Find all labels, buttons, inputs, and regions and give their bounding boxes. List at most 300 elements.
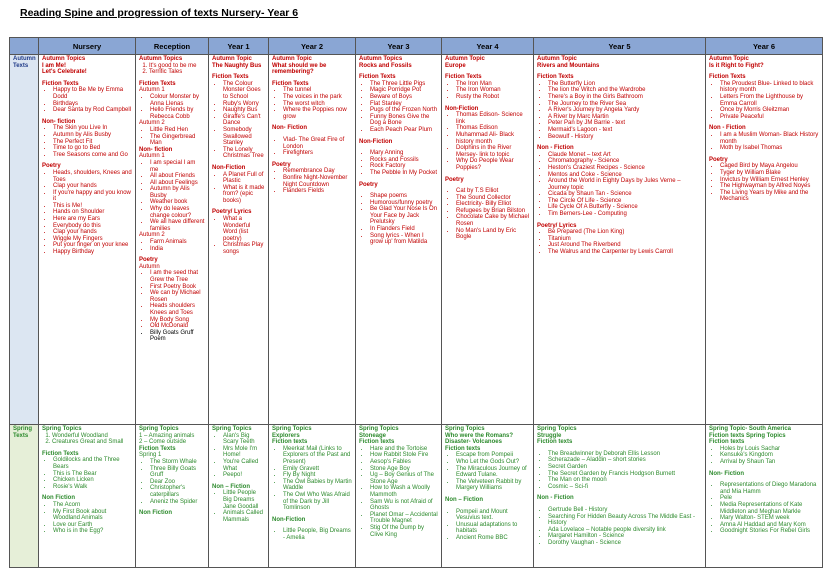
- text-list-item: • Flanders Fields: [283, 188, 352, 195]
- section-heading: Poetry: [272, 161, 291, 168]
- spring-row-label: Spring Texts: [10, 425, 39, 568]
- text-list: [537, 507, 702, 547]
- column-header-year-4: Year 4: [442, 38, 534, 55]
- section-heading: Struggle: [537, 432, 562, 439]
- text-list: [139, 239, 205, 252]
- section-heading: Fiction Texts: [42, 80, 79, 87]
- section-heading: Poetry: [42, 163, 61, 170]
- text-list: [212, 81, 265, 160]
- text-list-item: • The Proudest Blue- Linked to black history month: [720, 81, 819, 94]
- section-heading: Rivers and Mountains: [537, 62, 600, 69]
- section-heading: Non-Fiction: [212, 164, 246, 171]
- section-heading: Non - Fiction: [537, 495, 574, 502]
- column-header-year-1: Year 1: [209, 38, 269, 55]
- section-heading: Fiction Texts: [272, 80, 309, 87]
- spring-cell-year-2: [269, 425, 356, 568]
- text-list-item: • Wiggle My Fingers: [53, 236, 132, 243]
- text-list: [445, 112, 530, 171]
- text-list-item: • Dolphins in the River Mersey- link to topic: [456, 145, 530, 158]
- text-list-item: • Animals Called Mammals: [223, 510, 265, 523]
- section-heading: Fiction texts: [537, 439, 573, 446]
- term-label: 1 – Amazing animals: [139, 432, 195, 439]
- column-header-year-2: Year 2: [269, 38, 356, 55]
- text-list-item: • Bonfire Night-November Night Countdown: [283, 175, 352, 188]
- text-list-item: • In Flanders Field: [370, 226, 438, 233]
- text-list: [272, 137, 352, 157]
- autumn-cell-year-1: [209, 55, 269, 425]
- text-list-item: • The Skin you Live In: [53, 125, 132, 132]
- text-list-item: • Each Peach Pear Plum: [370, 127, 438, 134]
- text-list-item: • Hare and the Tortoise: [370, 446, 438, 453]
- text-list-item: • Funny Bones Give the Dog a Bone: [370, 114, 438, 127]
- text-list-item: • Magic Porridge Pot: [370, 87, 438, 94]
- term-label: Autumn: [139, 263, 160, 270]
- section-heading: The Naughty Bus: [212, 62, 262, 69]
- text-list: [42, 457, 132, 490]
- text-list-item: • Everybody do this: [53, 223, 132, 230]
- term-label: 2 – Come outside: [139, 439, 187, 446]
- text-list-item: • Letters From the Lighthouse by Emma Carroll: [720, 94, 819, 107]
- section-heading: Autumn Topic: [445, 56, 485, 62]
- text-list-item: • Tyger by William Blake: [720, 170, 819, 177]
- text-list: [42, 170, 132, 256]
- section-heading: Non-Fiction: [272, 516, 306, 523]
- text-list-item: • Arrival by Shaun Tan: [720, 459, 819, 466]
- text-list: [537, 81, 702, 140]
- autumn-cell-reception: [136, 55, 209, 425]
- text-list-item: • Goodnight Stories For Rebel Girls: [720, 528, 819, 535]
- section-heading: Non – Fiction: [445, 496, 483, 503]
- text-list-item: • The Acorn: [53, 502, 132, 509]
- section-heading: Spring Topic- South America: [709, 426, 792, 432]
- text-list-item: • Why do leaves change colour?: [150, 206, 205, 219]
- text-list-item: • The Gingerbread Man: [150, 134, 205, 147]
- text-list-item: • Be Prepared (The Lion King): [548, 229, 702, 236]
- text-list-item: • My First Book about Woodland Animals: [53, 509, 132, 522]
- term-label: Autumn 2: [139, 120, 165, 127]
- text-list-item: • Clap your hands: [53, 183, 132, 190]
- text-list-item: • Margaret Hamilton - Science: [548, 533, 702, 540]
- autumn-cell-year-2: [269, 55, 356, 425]
- section-heading: Spring Topics: [139, 426, 179, 432]
- text-list-item: • Emily Gravett: [283, 466, 352, 473]
- text-list-item: • Chocolate Cake by Michael Rosen: [456, 214, 530, 227]
- text-list-item: • The Iron Woman: [456, 87, 530, 94]
- section-heading: Fiction texts Spring Topics: [709, 432, 786, 439]
- section-heading: Spring Topics: [42, 426, 82, 432]
- text-list-item: • Three Billy Goats Gruff: [150, 466, 205, 479]
- text-list-item: • Representations of Diego Maradona and Mia Hamm: [720, 482, 819, 495]
- text-list-item: • India: [150, 246, 205, 253]
- text-list-item: • Love our Earth: [53, 522, 132, 529]
- text-list-item: • Little People Big Dreams Jane Goodall: [223, 490, 265, 510]
- spring-cell-nursery: [39, 425, 136, 568]
- text-list-item: • Thomas Edison- Science link: [456, 112, 530, 125]
- text-list-item: 2. Creatures Great and Small: [52, 439, 132, 446]
- text-list-item: • I am a Muslim Woman- Black History month: [720, 132, 819, 145]
- text-list-item: • What is it made from? (epic books): [223, 185, 265, 205]
- column-header-year-5: Year 5: [534, 38, 706, 55]
- spring-cell-year-5: [534, 425, 706, 568]
- reading-spine-table: [9, 37, 823, 568]
- section-heading: Europe: [445, 62, 466, 69]
- text-list-item: • You're Called What: [223, 459, 265, 472]
- term-label: Spring 1: [139, 452, 162, 459]
- text-list-item: • Kensuke's Kingdom: [720, 452, 819, 459]
- text-list-item: • I am special I am me: [150, 160, 205, 173]
- section-heading: Poetry: [139, 257, 158, 264]
- section-heading: Fiction Texts: [359, 74, 396, 81]
- text-list-item: • Gertrude Bell - History: [548, 507, 702, 514]
- text-list: [359, 446, 438, 538]
- text-list-item: • Time to go to Bed: [53, 145, 132, 152]
- text-list: [42, 87, 132, 113]
- text-list-item: • Ada Lovelace – Notable people diversity link: [548, 527, 702, 534]
- text-list-item: • We can by Michael Rosen: [150, 290, 205, 303]
- text-list-item: • The worst witch: [283, 101, 352, 108]
- autumn-cell-nursery: [39, 55, 136, 425]
- autumn-cell-year-4: [442, 55, 534, 425]
- text-list-item: • Peepo!: [223, 472, 265, 479]
- autumn-cell-year-3: [356, 55, 442, 425]
- text-list-item: • The Storm Whale: [150, 459, 205, 466]
- text-list-item: • Around the World in Eighty Days by Jules Verne – Journey topic: [548, 178, 702, 191]
- text-list-item: • Birthdays: [53, 101, 132, 108]
- section-heading: Non - Fiction: [709, 125, 746, 132]
- text-list: [272, 446, 352, 512]
- text-list-item: • Rocks and Fossils: [370, 157, 438, 164]
- text-list-item: • Autumn by Alis Busby: [53, 132, 132, 139]
- text-list-item: • Giraffe's Can't Dance: [223, 114, 265, 127]
- text-list-item: • Private Peaceful: [720, 114, 819, 121]
- section-heading: Non- fiction: [139, 146, 173, 153]
- autumn-row: [10, 55, 823, 425]
- section-heading: Fiction texts: [272, 439, 308, 446]
- text-list-item: • Aneniz the Spider: [150, 499, 205, 506]
- text-list-item: • Colour Monster by Anna Llenas: [150, 94, 205, 107]
- text-list-item: • We all have different families: [150, 219, 205, 232]
- text-list-item: • Mary Anning: [370, 150, 438, 157]
- text-list-item: • How to Wash a Woolly Mammoth: [370, 485, 438, 498]
- text-list-item: • Beware of Boys: [370, 94, 438, 101]
- text-list-item: • Christmas Play songs: [223, 242, 265, 255]
- text-list-item: • The Highwayman by Alfred Noyes: [720, 183, 819, 190]
- section-heading: Fiction Texts: [139, 445, 176, 452]
- text-list-item: • Clap your hands: [53, 229, 132, 236]
- spring-cell-year-4: [442, 425, 534, 568]
- text-list-item: • Vlad- The Great Fire of London: [283, 137, 352, 150]
- text-list-item: • Who is in the Egg?: [53, 528, 132, 535]
- text-list-item: • Flat Stanley: [370, 101, 438, 108]
- text-list-item: • The Velveteen Rabbit by Margery Williams: [456, 479, 530, 492]
- text-list-item: • Media Representations of Kate Middleton and Meghan Markle: [720, 502, 819, 515]
- text-list-item: • Holes by Louis Sachar: [720, 446, 819, 453]
- text-list-item: • Tree Seasons come and Go: [53, 152, 132, 159]
- text-list-item: • Happy Birthday: [53, 249, 132, 256]
- text-list-item: • Humorous/funny poetry: [370, 200, 438, 207]
- section-heading: Rocks and Fossils: [359, 62, 412, 69]
- text-list-item: • Dorothy Vaughan - Science: [548, 540, 702, 547]
- text-list-item: • Mary Walton- STEM week: [720, 515, 819, 522]
- text-list-item: • No Man's Land by Eric Bogle: [456, 228, 530, 241]
- text-list: [212, 172, 265, 205]
- section-heading: Fiction Texts: [42, 450, 79, 457]
- text-list: [212, 490, 265, 523]
- text-list-item: • Muhammad Ali- Black history month: [456, 132, 530, 145]
- column-header-year-3: Year 3: [356, 38, 442, 55]
- text-list-item: • The voices in the park: [283, 94, 352, 101]
- section-heading: Non-Fiction: [359, 138, 393, 145]
- text-list: [359, 81, 438, 134]
- text-list: [42, 125, 132, 158]
- text-list-item: • What a Wonderful Word (list poetry): [223, 216, 265, 242]
- text-list: [139, 63, 205, 76]
- section-heading: Poetry: [359, 181, 378, 188]
- text-list-item: • Planet Omar – Accidental Trouble Magnet: [370, 512, 438, 525]
- section-heading: What should we be remembering?: [272, 62, 327, 76]
- text-list-item: • Amna Al Haddad and Mary Kom: [720, 522, 819, 529]
- text-list-item: • Caged Bird by Maya Angelou: [720, 163, 819, 170]
- text-list-item: • Refugees by Brian Bilston: [456, 208, 530, 215]
- text-list-item: • Goldilocks and the Three Bears: [53, 457, 132, 470]
- term-label: Autumn 1: [139, 153, 165, 160]
- text-list-item: • The Iron Man: [456, 81, 530, 88]
- section-heading: Fiction Texts: [139, 80, 176, 87]
- text-list: [359, 150, 438, 176]
- text-list-item: • Naughty Bus: [223, 107, 265, 114]
- text-list-item: • Mermaid's Lagoon - text: [548, 127, 702, 134]
- text-list-item: 1. Wonderful Woodland: [52, 433, 132, 440]
- section-heading: I am Me!: [42, 62, 67, 69]
- text-list: [139, 330, 205, 343]
- text-list-item: • The Perfect Fit: [53, 139, 132, 146]
- text-list-item: • I am the seed that Grew the Tree: [150, 270, 205, 283]
- section-heading: Non - Fiction: [537, 145, 574, 152]
- text-list-item: • The lion the Witch and the Wardrobe: [548, 87, 702, 94]
- section-heading: Poetry: [445, 176, 464, 183]
- text-list-item: • There's a Boy in the Girls Bathroom: [548, 94, 702, 101]
- text-list-item: • Ug – Boy Genius of The Stone Age: [370, 472, 438, 485]
- text-list-item: • Beowulf - History: [548, 134, 702, 141]
- section-heading: Autumn Topics: [42, 56, 86, 62]
- text-list-item: • Once by Morris Gleitzman: [720, 107, 819, 114]
- text-list: [272, 87, 352, 120]
- text-list-item: • Scherazade – Aladdin – short stories: [548, 457, 702, 464]
- section-heading: Non- fiction: [42, 118, 76, 125]
- text-list-item: • Searching For Hidden Beauty Across The Middle East - History: [548, 514, 702, 527]
- text-list-item: • The Walrus and the Carpenter by Lewis Carroll: [548, 249, 702, 256]
- text-list: [139, 160, 205, 233]
- text-list-item: • The Circle Of Life - Science: [548, 198, 702, 205]
- term-label: Autumn 2: [139, 232, 165, 239]
- text-list-item: • The Miraculous Journey of Edward Tulane.: [456, 466, 530, 479]
- text-list-item: • Happy to Be Me by Emma Dodd: [53, 87, 132, 100]
- text-list: [709, 446, 819, 466]
- text-list-item: • The Man on the moon: [548, 477, 702, 484]
- section-heading: Fiction texts: [709, 439, 745, 446]
- column-header-year-6: Year 6: [706, 38, 823, 55]
- autumn-row-label: Autumn Texts: [10, 55, 39, 425]
- header-corner: [10, 38, 39, 55]
- text-list-item: • The Journey to the River Sea: [548, 101, 702, 108]
- text-list-item: • Shape poems: [370, 193, 438, 200]
- text-list-item: • How Rabbit Stole Fire: [370, 452, 438, 459]
- text-list-item: • Heads shoulders Knees and Toes: [150, 303, 205, 316]
- text-list-item: • This is The Bear: [53, 471, 132, 478]
- section-heading: Fiction Texts: [537, 74, 574, 81]
- text-list-item: • Song lyrics - When I grow up' from Matilda: [370, 233, 438, 246]
- text-list-item: • Somebody Swallowed Stanley: [223, 127, 265, 147]
- section-heading: Autumn Topic: [212, 56, 252, 62]
- text-list-item: • Little People, Big Dreams - Amelia: [283, 528, 352, 541]
- text-list: [445, 509, 530, 542]
- text-list-item: • Aesop's Fables: [370, 459, 438, 466]
- text-list-item: • Life Cycle Of A Butterfly - Science: [548, 204, 702, 211]
- section-heading: Autumn Topic: [272, 56, 312, 62]
- text-list-item: • Moth by Isabel Thomas: [720, 145, 819, 152]
- text-list-item: • Thomas Edison: [456, 125, 530, 132]
- section-heading: Autumn Topics: [139, 56, 183, 62]
- text-list-item: • Hands on Shoulder: [53, 209, 132, 216]
- text-list-item: • Ruby's Worry: [223, 101, 265, 108]
- text-list-item: • The Sound Collector: [456, 195, 530, 202]
- text-list-item: • The Living Years by Mike and the Mechanics: [720, 190, 819, 203]
- section-heading: Spring Topics: [537, 426, 577, 432]
- text-list-item: • The Colour Monster Goes to School: [223, 81, 265, 101]
- section-heading: Non- Fiction: [272, 125, 307, 132]
- spring-cell-year-1: [209, 425, 269, 568]
- section-heading: Autumn Topics: [359, 56, 403, 62]
- section-heading: Spring Topics: [272, 426, 312, 432]
- text-list-item: • Autumn by Alis Busby: [150, 186, 205, 199]
- text-list-item: • Little Red Hen: [150, 127, 205, 134]
- section-heading: Autumn Topic: [537, 56, 577, 62]
- text-list-item: • The Lonely Christmas Tree: [223, 147, 265, 160]
- text-list-item: • Hello Friends by Rebecca Cobb: [150, 107, 205, 120]
- text-list-item: • Heads, shoulders, Knees and Toes: [53, 170, 132, 183]
- text-list-item: • Dear Santa by Rod Campbell: [53, 107, 132, 114]
- text-list: [709, 81, 819, 121]
- text-list: [212, 216, 265, 256]
- text-list-item: • Pele: [720, 495, 819, 502]
- text-list-item: • The Butterfly Lion: [548, 81, 702, 88]
- text-list-item: • Secret Garden: [548, 464, 702, 471]
- text-list: [272, 168, 352, 194]
- text-list-item: • Stone Age Boy: [370, 466, 438, 473]
- spring-cell-year-3: [356, 425, 442, 568]
- text-list-item: • The Three Little Pigs: [370, 81, 438, 88]
- text-list-item: • Sam Wu is not Afraid of Ghosts: [370, 499, 438, 512]
- text-list-item: • All about Friends: [150, 173, 205, 180]
- text-list-item: • Rosie's Walk: [53, 484, 132, 491]
- text-list-item: • Rusty the Robot: [456, 94, 530, 101]
- text-list: [445, 81, 530, 101]
- text-list-item: • Where the Poppies now grow: [283, 107, 352, 120]
- text-list-item: • Claude Monet – text Art: [548, 152, 702, 159]
- section-heading: Non Fiction: [42, 495, 75, 502]
- text-list: [359, 193, 438, 246]
- section-heading: Spring Topics: [212, 426, 252, 432]
- text-list-item: • Pompeii and Mount Vesuvius text.: [456, 509, 530, 522]
- text-list-item: • The Breadwinner by Deborah Ellis Lesson: [548, 451, 702, 458]
- text-list-item: • Mentos and Coke - Science: [548, 172, 702, 179]
- text-list-item: • Why Do People Wear Poppies?: [456, 158, 530, 171]
- text-list-item: • Chromatography - Science: [548, 158, 702, 165]
- text-list-item: • Dear Zoo: [150, 479, 205, 486]
- text-list: [709, 163, 819, 203]
- section-heading: Who were the Romans?: [445, 432, 514, 439]
- text-list-item: • Mrs Mole I'm Home!: [223, 446, 265, 459]
- section-heading: Spring Topics: [445, 426, 485, 432]
- text-list: [42, 502, 132, 535]
- text-list-item: • Rock Factory: [370, 163, 438, 170]
- text-list-item: • Just Around The Riverbend: [548, 242, 702, 249]
- text-list-item: • Be Glad Your Nose Is On Your Face by Jack Prelutsky: [370, 206, 438, 226]
- text-list: [709, 132, 819, 152]
- text-list-item: • All about Feelings: [150, 180, 205, 187]
- column-header-reception: Reception: [136, 38, 209, 55]
- section-heading: Poetry: [709, 156, 728, 163]
- spring-row: [10, 425, 823, 568]
- text-list-item: • The Owl Babies by Martin Waddle: [283, 479, 352, 492]
- spring-cell-reception: [136, 425, 209, 568]
- text-list-item: • If you're happy and you know it: [53, 190, 132, 203]
- section-heading: Autumn Topic: [709, 56, 749, 62]
- section-heading: Fiction Texts: [212, 74, 249, 81]
- section-heading: Spring Topics: [359, 426, 399, 432]
- text-list-item: • Cicada by Shaun Tan - Science: [548, 191, 702, 198]
- text-list-item: • Peter Pan by JM Barrie - text: [548, 120, 702, 127]
- text-list: [139, 459, 205, 505]
- text-list-item: 1. It's good to be me: [149, 63, 205, 70]
- spring-cell-year-6: [706, 425, 823, 568]
- text-list-item: 2. Terrific Tales: [149, 69, 205, 76]
- section-heading: Poetry/ Lyrics: [537, 222, 577, 229]
- section-heading: Fiction texts: [359, 439, 395, 446]
- text-list-item: • Weather book: [150, 199, 205, 206]
- text-list-item: • Fly By Night: [283, 472, 352, 479]
- text-list-item: • My Body Song: [150, 317, 205, 324]
- text-list-item: • Titanium: [548, 236, 702, 243]
- header-row: [10, 38, 823, 55]
- autumn-cell-year-5: [534, 55, 706, 425]
- text-list-item: • Farm Animals: [150, 239, 205, 246]
- text-list-item: • A Planet Full of Plastic: [223, 172, 265, 185]
- text-list-item: • Firefighters: [283, 150, 352, 157]
- section-heading: Non-Fiction: [445, 105, 479, 112]
- section-heading: Non- Fiction: [709, 470, 744, 477]
- text-list: [212, 433, 265, 479]
- text-list: [139, 94, 205, 120]
- text-list: [537, 451, 702, 491]
- section-heading: Stoneage: [359, 432, 387, 439]
- text-list: [139, 127, 205, 147]
- text-list-item: • Remembrance Day: [283, 168, 352, 175]
- text-list-item: • Pugs of the Frozen North: [370, 107, 438, 114]
- text-list-item: • Alan's Big Scary Teeth: [223, 433, 265, 446]
- section-heading: Poetry/ Lyrics: [212, 209, 252, 216]
- section-heading: Let's Celebrate!: [42, 69, 87, 76]
- text-list-item: • Old McDonald: [150, 323, 205, 330]
- text-list-item: • Who Let the Gods Out?: [456, 459, 530, 466]
- text-list: [139, 270, 205, 329]
- text-list-item: • Stig Of the Dump by Clive King: [370, 525, 438, 538]
- text-list-item: • Cat by T.S Elliot: [456, 188, 530, 195]
- autumn-cell-year-6: [706, 55, 823, 425]
- section-heading: Fiction Texts: [445, 74, 482, 81]
- text-list-item: • Christopher's caterpillars: [150, 485, 205, 498]
- text-list: [537, 152, 702, 218]
